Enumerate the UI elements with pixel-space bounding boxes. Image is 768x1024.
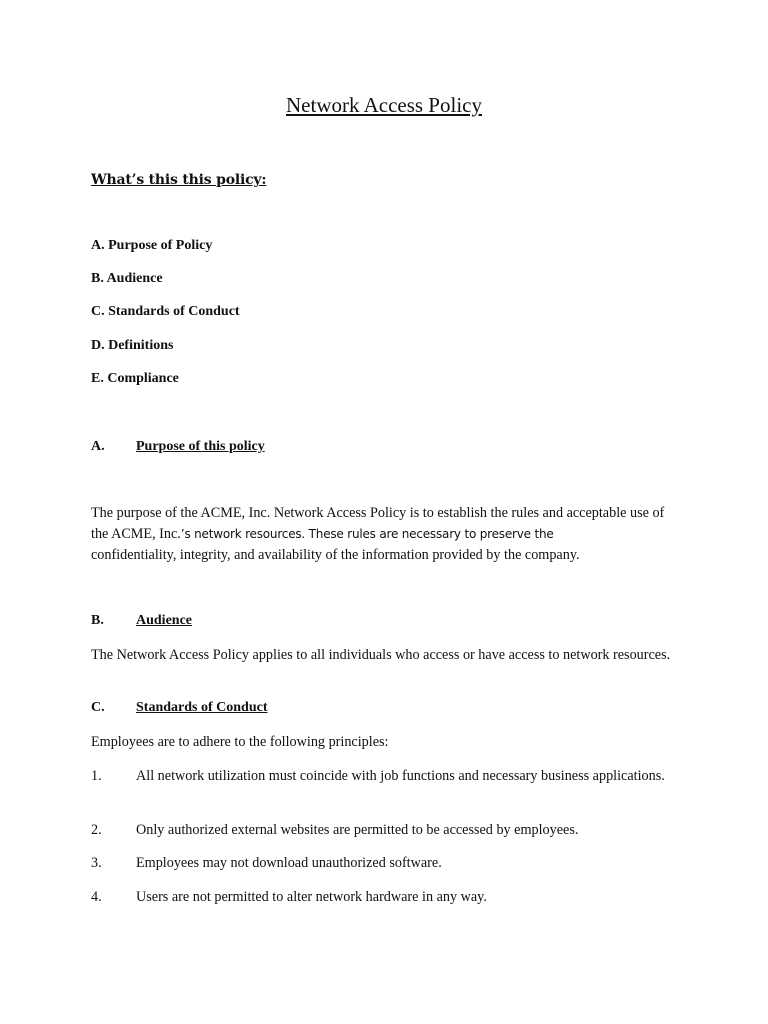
section-b-paragraph: The Network Access Policy applies to all individuals who access or have access to network resources. xyxy=(91,647,671,663)
toc-item-compliance: E. Compliance xyxy=(91,371,179,386)
toc-item-standards: C. Standards of Conduct xyxy=(91,304,240,319)
section-c-letter: C. xyxy=(91,700,105,715)
list-item-text: Employees may not download unauthorized software. xyxy=(136,855,442,871)
list-item xyxy=(91,820,671,841)
section-a-text-1: The purpose of the ACME, Inc. Network Access Policy is to establish the rules and acceptable use of the ACME, Inc. xyxy=(91,505,665,542)
section-a-paragraph xyxy=(91,503,671,566)
section-c-intro: Employees are to adhere to the following principles: xyxy=(91,734,389,750)
list-item-number: 2. xyxy=(91,822,102,838)
list-item-number: 3. xyxy=(91,855,102,871)
section-a-text-2: ’s network resources. These rules are necessary to preserve the xyxy=(180,527,554,541)
section-a-title: Purpose of this policy xyxy=(136,439,265,454)
list-item-text: Only authorized external websites are permitted to be accessed by employees. xyxy=(136,822,579,838)
section-a-letter: A. xyxy=(91,439,105,454)
toc-item-purpose: A. Purpose of Policy xyxy=(91,238,213,253)
document-title: Network Access Policy xyxy=(286,93,482,117)
list-item xyxy=(91,887,671,908)
list-item xyxy=(91,766,671,787)
section-a-heading xyxy=(91,439,265,455)
list-item-number: 4. xyxy=(91,889,102,905)
section-a-text-3: confidentiality, integrity, and availability of the information provided by the company. xyxy=(91,547,580,563)
section-b-letter: B. xyxy=(91,613,104,628)
toc-item-audience: B. Audience xyxy=(91,271,163,286)
section-b-heading xyxy=(91,613,192,629)
list-item-text: All network utilization must coincide with job functions and necessary business applications. xyxy=(136,768,665,784)
list-item-text: Users are not permitted to alter network hardware in any way. xyxy=(136,889,487,905)
section-b-title: Audience xyxy=(136,613,192,628)
toc-item-definitions: D. Definitions xyxy=(91,338,174,353)
list-item xyxy=(91,853,671,874)
section-c-heading xyxy=(91,700,267,716)
intro-heading: What’s this this policy: xyxy=(91,172,267,188)
section-c-title: Standards of Conduct xyxy=(136,700,268,715)
list-item-number: 1. xyxy=(91,768,102,784)
